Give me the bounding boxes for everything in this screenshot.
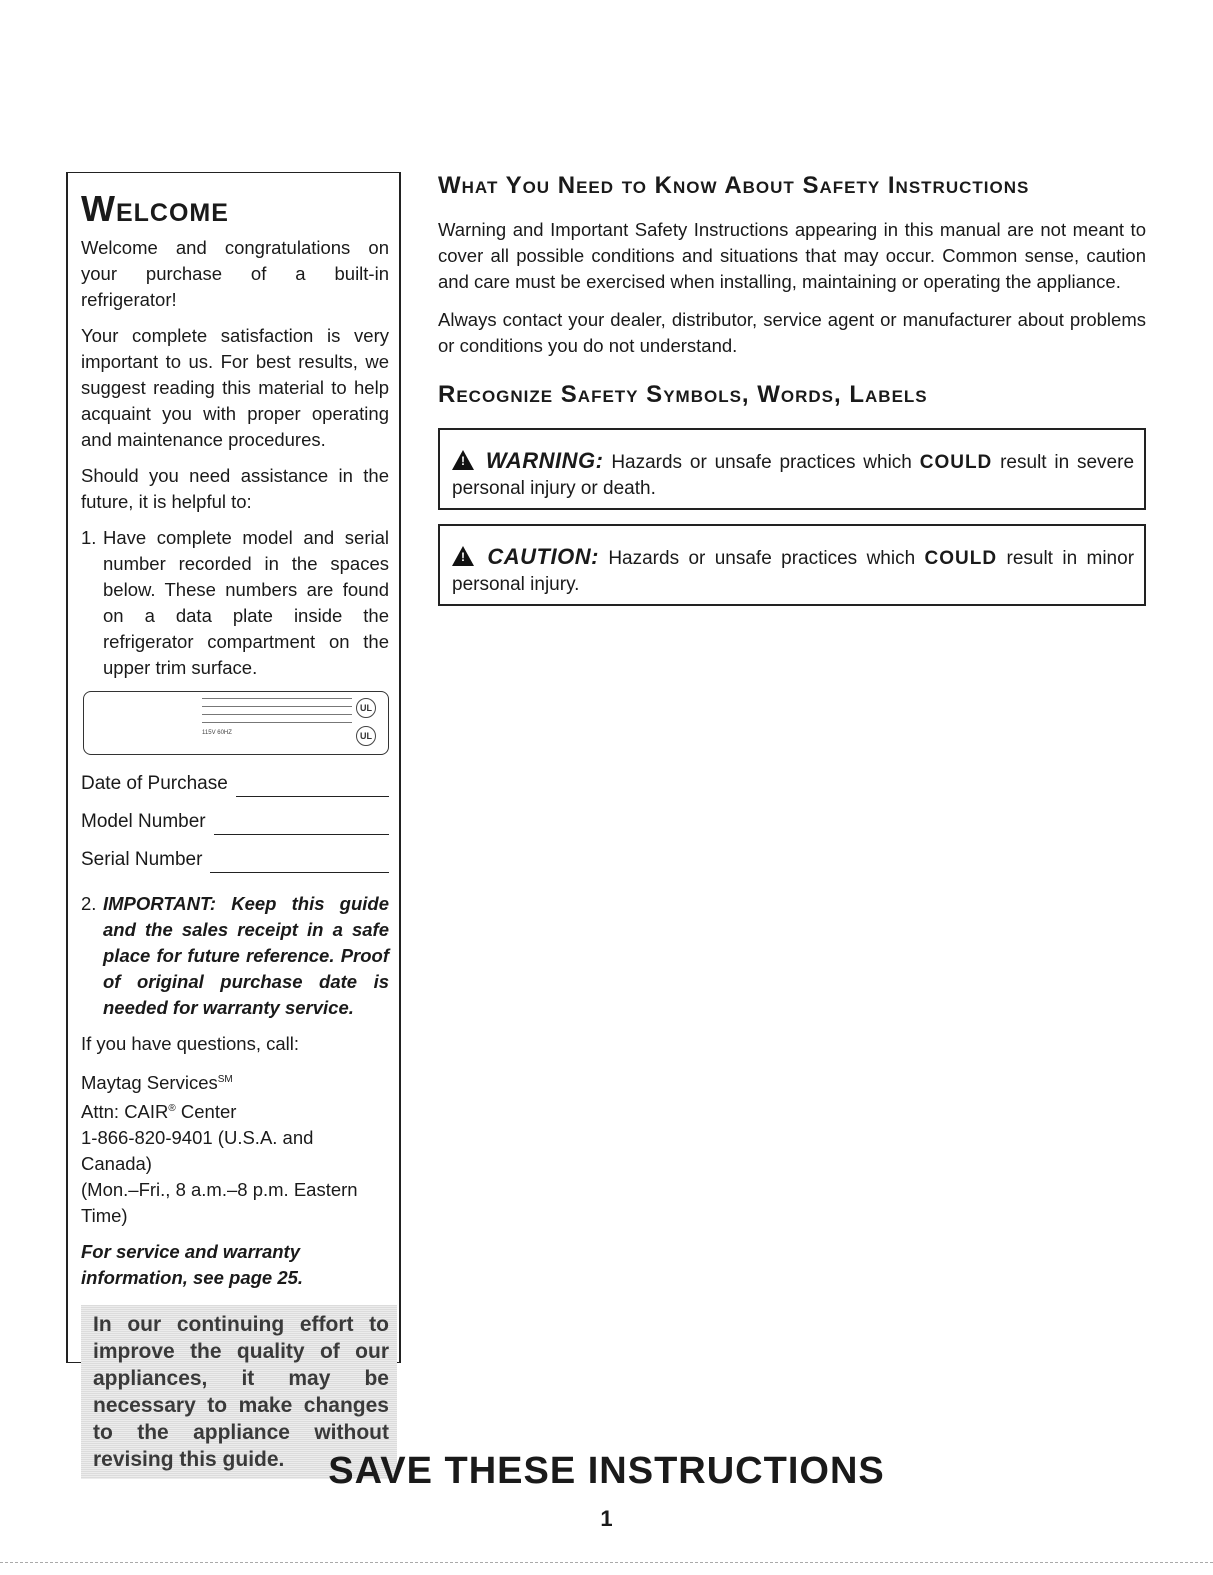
contact-block xyxy=(81,1067,389,1229)
caution-box xyxy=(438,524,1146,606)
date-of-purchase-label: Date of Purchase xyxy=(81,773,228,794)
warning-text-b: result in severe personal injury or death. xyxy=(452,451,1135,499)
ul-logo-icon-2: UL xyxy=(356,726,376,746)
symbols-heading: Recognize Safety Symbols, Words, Labels xyxy=(438,380,928,408)
safety-heading: What You Need to Know About Safety Instructions xyxy=(438,172,1030,199)
data-plate-illustration xyxy=(83,691,389,755)
list-item-1 xyxy=(81,525,389,681)
safety-paragraph-1: Warning and Important Safety Instructions appearing in this manual are not meant to cover all possible conditions and situations that may occur. Common sense, caution and care must be exercised when installing, maintaining or operating the appliance. xyxy=(438,218,1146,292)
warning-box xyxy=(438,428,1146,510)
model-number-field xyxy=(81,809,389,835)
list-item-1-number: 1. xyxy=(81,527,97,548)
welcome-paragraph-3: Should you need assistance in the future, it is helpful to: xyxy=(81,465,389,512)
data-plate-voltage: 115V 60HZ xyxy=(202,730,232,736)
ul-logo-icon: UL xyxy=(356,698,376,718)
date-of-purchase-field xyxy=(81,771,389,797)
warning-word: WARNING: xyxy=(485,447,604,473)
caution-text-a: Hazards or unsafe practices which xyxy=(608,547,916,569)
date-of-purchase-line xyxy=(236,778,389,797)
warning-could: COULD xyxy=(919,451,993,473)
model-number-label: Model Number xyxy=(81,811,206,832)
contact-line-2: Attn: CAIR® Center xyxy=(81,1101,237,1123)
welcome-box xyxy=(66,172,401,1472)
caution-could: COULD xyxy=(924,547,998,569)
contact-phone: 1-866-820-9401 (U.S.A. and Canada) xyxy=(81,1127,314,1175)
notice-box: In our continuing effort to improve the quality of our appliances, it may be necessary to make changes to the appliance without revising this guide. xyxy=(81,1305,397,1479)
contact-line-1: Maytag Services℠ xyxy=(81,1072,233,1094)
list-item-2-text: IMPORTANT: Keep this guide and the sales receipt in a safe place for future reference. Proof of original purchase date is needed for warranty service. xyxy=(103,893,389,1018)
service-note: For service and warranty information, see page 25. xyxy=(81,1241,304,1289)
caution-triangle-icon: ! xyxy=(452,546,474,566)
bottom-divider xyxy=(0,1562,1213,1563)
data-plate-lines xyxy=(202,698,352,737)
serial-number-label: Serial Number xyxy=(81,849,203,870)
safety-paragraph-2: Always contact your dealer, distributor, service agent or manufacturer about problems or conditions you do not understand. xyxy=(438,308,1146,356)
contact-hours: (Mon.–Fri., 8 a.m.–8 p.m. Eastern Time) xyxy=(81,1179,358,1227)
list-item-2-number: 2. xyxy=(81,893,97,914)
page-number: 1 xyxy=(600,1506,613,1531)
serial-number-line xyxy=(210,854,389,873)
warning-triangle-icon: ! xyxy=(452,450,474,470)
model-number-line xyxy=(214,816,389,835)
save-instructions-footer: SAVE THESE INSTRUCTIONS xyxy=(328,1450,885,1492)
welcome-paragraph-2: Your complete satisfaction is very important to us. For best results, we suggest reading this material to help acquaint you with proper operating and maintenance procedures. xyxy=(81,325,389,450)
welcome-title: Welcome xyxy=(81,188,229,229)
caution-text-b: result in minor personal injury. xyxy=(452,547,1135,595)
serial-number-field xyxy=(81,847,389,873)
questions-text: If you have questions, call: xyxy=(81,1033,300,1054)
list-item-2 xyxy=(81,891,389,1021)
caution-word: CAUTION: xyxy=(487,543,599,569)
safety-section xyxy=(438,172,1146,620)
warning-text-a: Hazards or unsafe practices which xyxy=(611,451,912,473)
list-item-1-text: Have complete model and serial number recorded in the spaces below. These numbers are found on a data plate inside the refrigerator compartment on the upper trim surface. xyxy=(103,527,389,678)
welcome-paragraph-1: Welcome and congratulations on your purchase of a built-in refrigerator! xyxy=(81,237,389,310)
